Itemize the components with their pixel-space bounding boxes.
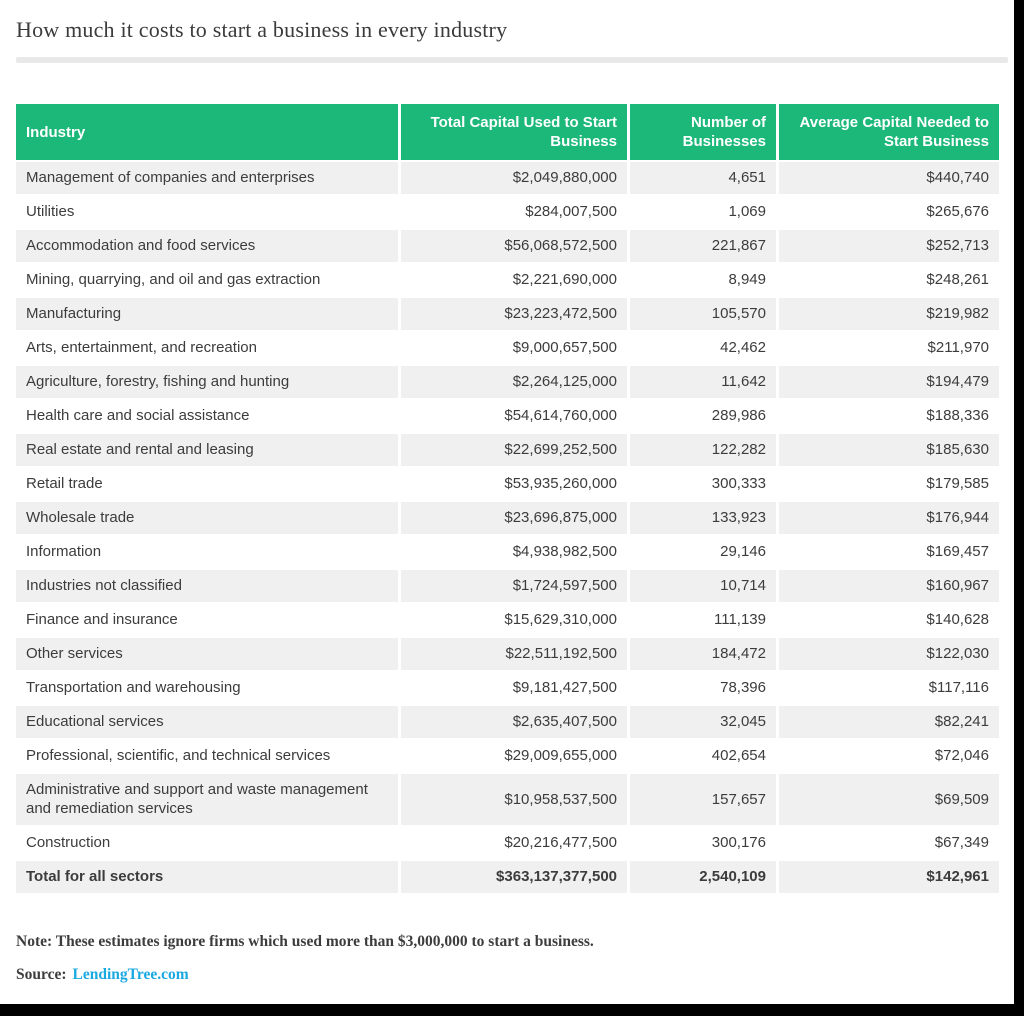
total-capital-cell: $23,696,875,000 [401,502,627,534]
avg-capital-cell: $179,585 [779,468,999,500]
table-row [16,230,999,262]
total-capital-cell: $15,629,310,000 [401,604,627,636]
avg-capital-cell: $265,676 [779,196,999,228]
total-capital-cell: $54,614,760,000 [401,400,627,432]
industry-cell: Management of companies and enterprises [16,162,398,194]
business-count-cell: 32,045 [630,706,776,738]
table-row [16,366,999,398]
industry-cell: Wholesale trade [16,502,398,534]
black-right-edge [1014,0,1024,1016]
total-capital-cell: $22,699,252,500 [401,434,627,466]
business-count-cell: 29,146 [630,536,776,568]
avg-capital-cell: $169,457 [779,536,999,568]
avg-capital-cell: $140,628 [779,604,999,636]
industry-cell: Accommodation and food services [16,230,398,262]
avg-capital-cell: $122,030 [779,638,999,670]
table-row [16,536,999,568]
industry-cell: Total for all sectors [16,861,398,893]
avg-capital-cell: $440,740 [779,162,999,194]
total-capital-cell: $9,000,657,500 [401,332,627,364]
avg-capital-cell: $69,509 [779,774,999,825]
table-row [16,827,999,859]
business-count-cell: 4,651 [630,162,776,194]
industry-cell: Construction [16,827,398,859]
business-count-cell: 289,986 [630,400,776,432]
industry-cell: Other services [16,638,398,670]
total-capital-cell: $53,935,260,000 [401,468,627,500]
total-capital-cell: $56,068,572,500 [401,230,627,262]
source-line [16,966,1008,984]
business-count-cell: 10,714 [630,570,776,602]
avg-capital-cell: $82,241 [779,706,999,738]
business-count-cell: 11,642 [630,366,776,398]
column-header-average-capital: Average Capital Needed to Start Business [779,104,999,160]
total-capital-cell: $2,221,690,000 [401,264,627,296]
table-row [16,162,999,194]
total-capital-cell: $10,958,537,500 [401,774,627,825]
business-count-cell: 402,654 [630,740,776,772]
avg-capital-cell: $219,982 [779,298,999,330]
business-count-cell: 78,396 [630,672,776,704]
industry-cell: Arts, entertainment, and recreation [16,332,398,364]
avg-capital-cell: $72,046 [779,740,999,772]
business-count-cell: 111,139 [630,604,776,636]
table-row [16,604,999,636]
industry-cell: Information [16,536,398,568]
business-count-cell: 2,540,109 [630,861,776,893]
business-count-cell: 300,333 [630,468,776,500]
industry-cell: Utilities [16,196,398,228]
industry-cell: Retail trade [16,468,398,500]
table-row [16,502,999,534]
business-count-cell: 105,570 [630,298,776,330]
industry-cell: Real estate and rental and leasing [16,434,398,466]
table-row [16,638,999,670]
table-row [16,570,999,602]
industry-cell: Transportation and warehousing [16,672,398,704]
source-link[interactable]: LendingTree.com [72,966,189,983]
business-count-cell: 157,657 [630,774,776,825]
industry-cell: Mining, quarrying, and oil and gas extraction [16,264,398,296]
total-capital-cell: $23,223,472,500 [401,298,627,330]
table-header-row [16,104,999,160]
column-header-total-capital: Total Capital Used to Start Business [401,104,627,160]
industry-cell: Industries not classified [16,570,398,602]
total-capital-cell: $29,009,655,000 [401,740,627,772]
total-capital-cell: $22,511,192,500 [401,638,627,670]
business-count-cell: 300,176 [630,827,776,859]
total-capital-cell: $4,938,982,500 [401,536,627,568]
industry-cell: Manufacturing [16,298,398,330]
total-capital-cell: $2,049,880,000 [401,162,627,194]
industry-cell: Health care and social assistance [16,400,398,432]
industry-cell: Administrative and support and waste management and remediation services [16,774,398,825]
industry-cell: Agriculture, forestry, fishing and hunting [16,366,398,398]
avg-capital-cell: $117,116 [779,672,999,704]
title-divider [16,57,1008,63]
total-capital-cell: $2,635,407,500 [401,706,627,738]
column-header-number-of-businesses: Number of Businesses [630,104,776,160]
avg-capital-cell: $252,713 [779,230,999,262]
avg-capital-cell: $188,336 [779,400,999,432]
total-capital-cell: $20,216,477,500 [401,827,627,859]
business-count-cell: 122,282 [630,434,776,466]
table-row [16,434,999,466]
note-text: Note: These estimates ignore firms which used more than $3,000,000 to start a business. [16,933,594,950]
total-capital-cell: $9,181,427,500 [401,672,627,704]
table-row [16,468,999,500]
table-row [16,400,999,432]
business-count-cell: 221,867 [630,230,776,262]
total-capital-cell: $284,007,500 [401,196,627,228]
total-capital-cell: $2,264,125,000 [401,366,627,398]
industry-cell: Educational services [16,706,398,738]
industry-cell: Finance and insurance [16,604,398,636]
total-capital-cell: $363,137,377,500 [401,861,627,893]
avg-capital-cell: $67,349 [779,827,999,859]
avg-capital-cell: $211,970 [779,332,999,364]
table-row [16,298,999,330]
business-count-cell: 1,069 [630,196,776,228]
table-row [16,672,999,704]
total-capital-cell: $1,724,597,500 [401,570,627,602]
business-count-cell: 133,923 [630,502,776,534]
page-title: How much it costs to start a business in every industry [16,17,508,42]
total-row [16,861,999,893]
table-row [16,740,999,772]
business-count-cell: 42,462 [630,332,776,364]
table-row [16,774,999,825]
avg-capital-cell: $248,261 [779,264,999,296]
avg-capital-cell: $194,479 [779,366,999,398]
industry-cell: Professional, scientific, and technical services [16,740,398,772]
table-row [16,264,999,296]
avg-capital-cell: $142,961 [779,861,999,893]
table-row [16,706,999,738]
business-count-cell: 8,949 [630,264,776,296]
avg-capital-cell: $185,630 [779,434,999,466]
industry-cost-table [13,102,1002,895]
avg-capital-cell: $176,944 [779,502,999,534]
table-row [16,196,999,228]
source-label: Source: [16,966,67,983]
column-header-industry: Industry [16,104,398,160]
business-count-cell: 184,472 [630,638,776,670]
avg-capital-cell: $160,967 [779,570,999,602]
table-row [16,332,999,364]
table-body [16,162,999,893]
black-bottom-edge [0,1004,1024,1016]
